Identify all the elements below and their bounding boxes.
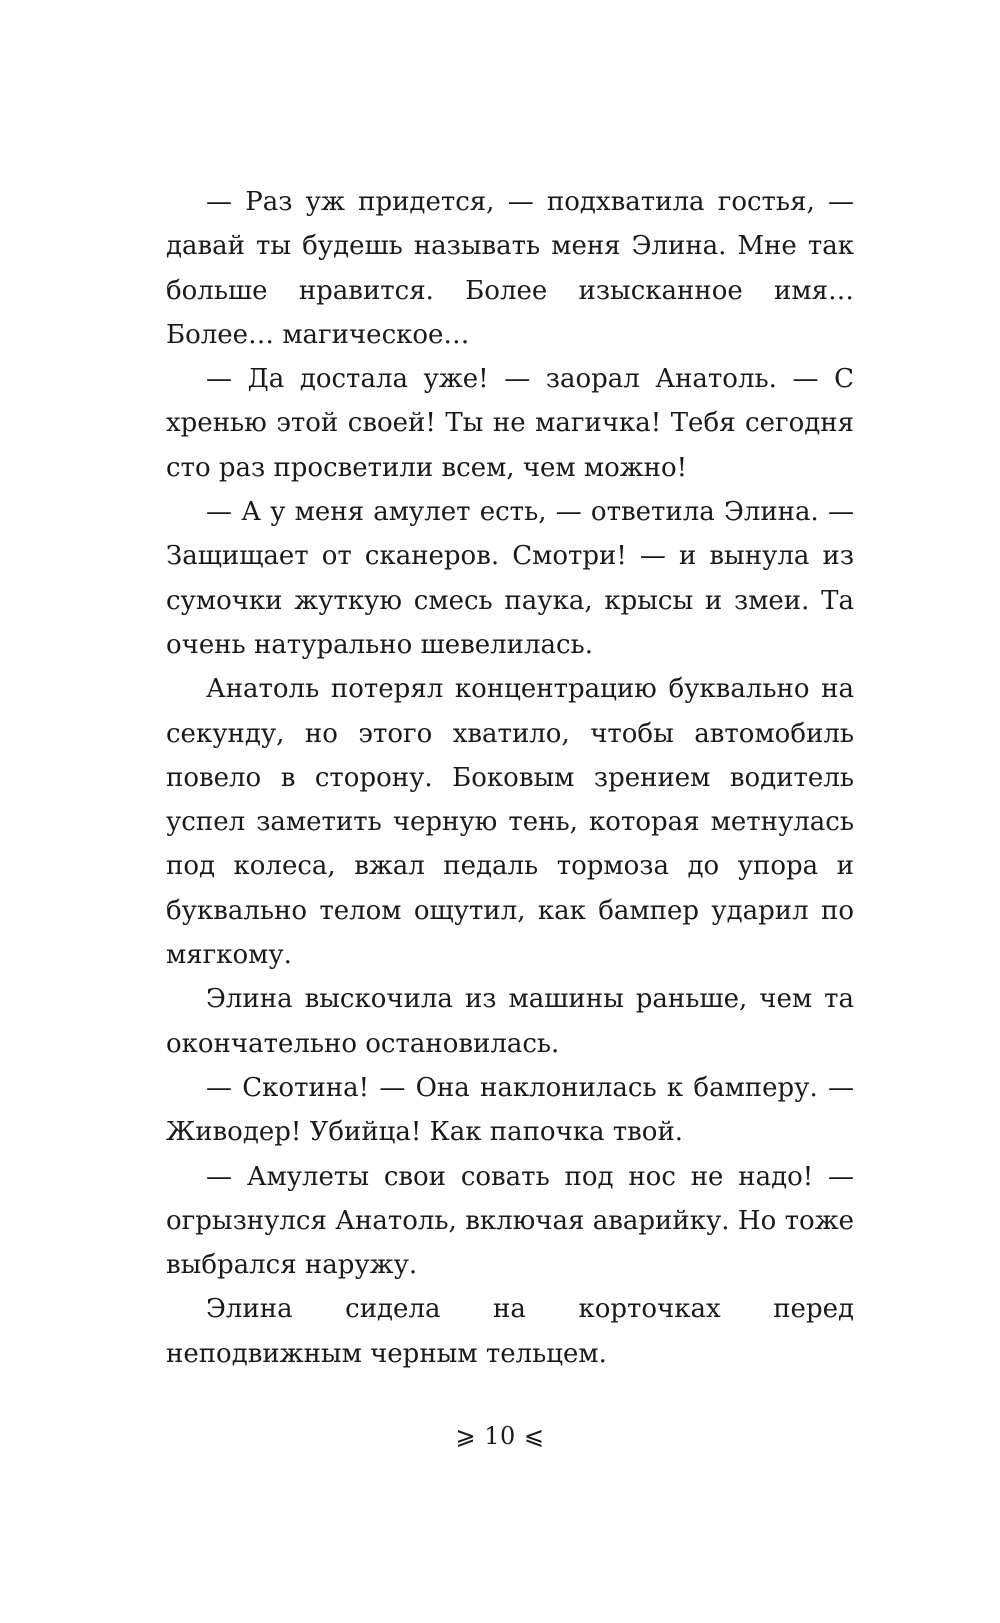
paragraph-6: — Скотина! — Она наклонилась к бамперу. — Живодер! Убийца! Как папочка твой.: [166, 1072, 854, 1148]
paragraph-1: — Раз уж придется, — подхватила гостья, — давай ты будешь называть меня Элина. Мне так больше нравится. Более изысканное имя… Более… магическое…: [166, 187, 854, 350]
paragraph-4: Анатоль потерял концентрацию буквально на секунду, но этого хватило, чтобы автомобиль повело в сторону. Боковым зрением водитель успел заметить черную тень, которая метнулась под колеса, вжал педаль тормоза до упора и буквально телом ощутил, как бампер ударил по мягкому.: [166, 674, 854, 971]
paragraph-5: Элина выскочила из машины раньше, чем та окончательно остановилась.: [166, 984, 854, 1059]
paragraph-7: — Амулеты свои совать под нос не надо! — огрызнулся Анатоль, включая аварийку. Но тоже выбрался наружу.: [166, 1161, 854, 1281]
paragraph-8: Элина сидела на корточках перед неподвижным черным тельцем.: [166, 1294, 854, 1369]
paragraph-2: — Да достала уже! — заорал Анатоль. — С хренью этой своей! Ты не магичка! Тебя сегодня сто раз просветили всем, чем можно!: [166, 364, 854, 483]
page-number: ⩾ 10 ⩽: [455, 1422, 545, 1450]
body-text: [166, 180, 854, 1376]
paragraph-3: — А у меня амулет есть, — ответила Элина. — Защищает от сканеров. Смотри! — и вынула из сумочки жуткую смесь паука, крысы и змеи. Та очень натурально шевелилась.: [166, 497, 854, 660]
